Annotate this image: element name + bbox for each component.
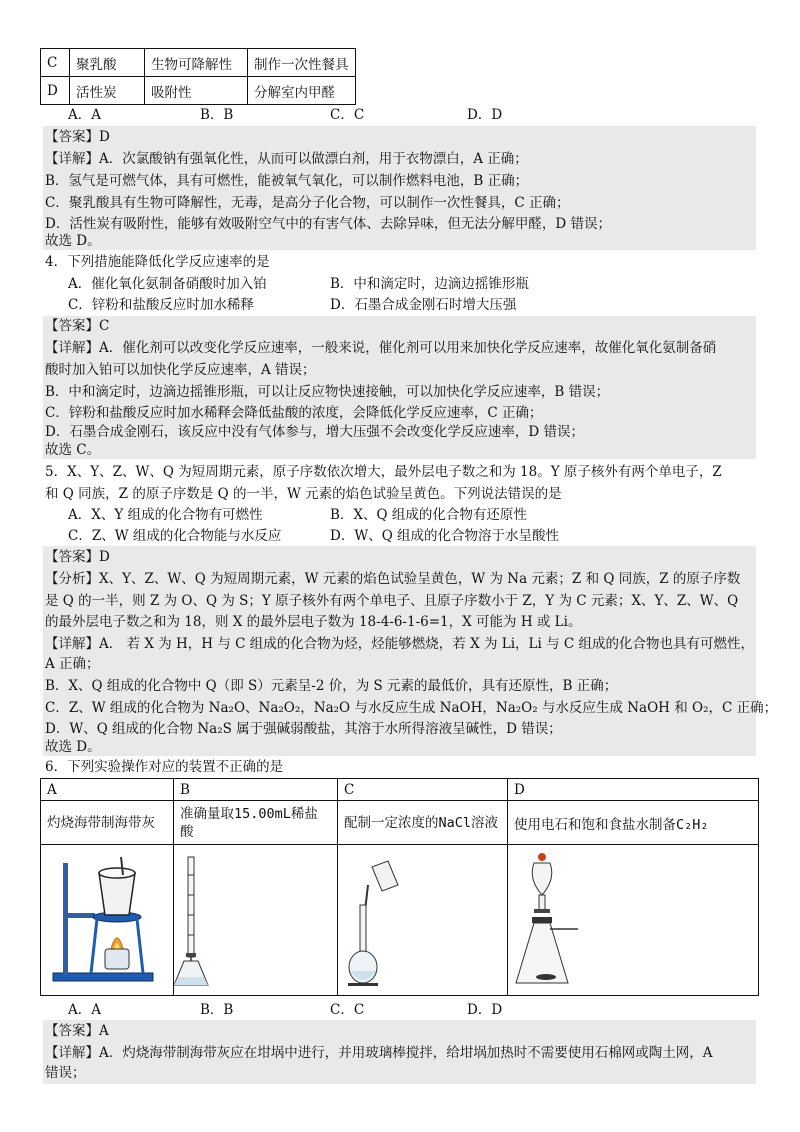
q6-cell-c: 配制一定浓度的NaCl溶液	[338, 801, 508, 845]
q6-option-a: A．A	[68, 1002, 101, 1018]
burette-flask-apparatus-icon	[174, 845, 324, 991]
q6-option-b: B．B	[200, 1002, 234, 1018]
crucible-burner-apparatus-icon	[41, 845, 169, 991]
q3-options-table	[40, 48, 356, 105]
q5-detail-line: D．W、Q 组成的化合物 Na₂S 属于强碱弱酸盐，其溶于水所得溶液呈碱性，D 错误；	[45, 721, 562, 737]
q6-header-a: A	[41, 779, 174, 801]
q4-option-a: A．催化氧化氨制备硝酸时加入铂	[68, 276, 267, 292]
q5-stem-line: 和 Q 同族，Z 的原子序数是 Q 的一半，W 元素的焰色试验呈黄色。下列说法错误的是	[45, 486, 562, 502]
q4-answer: 【答案】C	[45, 318, 110, 334]
q3-detail-line: C．聚乳酸具有生物可降解性，无毒，是高分子化合物，可以制作一次性餐具，C 正确；	[45, 195, 570, 211]
q6-header-b: B	[174, 779, 338, 801]
q4-stem: 4．下列措施能降低化学反应速率的是	[45, 254, 270, 270]
q6-header-c: C	[338, 779, 508, 801]
q4-detail-line: B．中和滴定时，边滴边摇锥形瓶，可以让反应物快速接触，可以加快化学反应速率，B 错误；	[45, 384, 610, 400]
q4-detail-line: 酸时加入铂可以加快化学反应速率，A 错误；	[45, 362, 316, 378]
q6-option-d: D．D	[467, 1002, 503, 1018]
q5-option-a: A．X、Y 组成的化合物有可燃性	[68, 507, 263, 523]
q5-answer: 【答案】D	[45, 549, 110, 565]
q5-option-b: B．X、Q 组成的化合物有还原性	[330, 507, 527, 523]
q3-option-d: D．D	[467, 107, 503, 123]
q3-detail-line: 故选 D。	[45, 233, 101, 249]
q5-detail-line: 故选 D。	[45, 739, 101, 755]
q6-image-c	[338, 845, 508, 996]
table-cell: 生物可降解性	[145, 49, 248, 77]
q3-detail-line: B．氢气是可燃气体，具有可燃性，能被氧气氧化，可以制作燃料电池，B 正确；	[45, 173, 529, 189]
q4-detail-line: D．石墨合成金刚石，该反应中没有气体参与，增大压强不会改变化学反应速率，D 错误；	[45, 424, 584, 440]
table-cell: C	[41, 49, 70, 77]
volumetric-flask-apparatus-icon	[338, 845, 494, 991]
table-cell: 制作一次性餐具	[248, 49, 356, 77]
q5-detail-line: 【详解】A． 若 X 为 H，H 与 C 组成的化合物为烃，烃能够燃烧，若 X 为 Li，Li 与 C 组成的化合物也具有可燃性，	[45, 636, 755, 652]
q6-detail-line: 错误；	[45, 1065, 86, 1081]
q3-option-a: A．A	[68, 107, 101, 123]
q4-detail-line: 故选 C。	[45, 442, 101, 458]
q6-image-b	[174, 845, 338, 996]
q6-stem: 6．下列实验操作对应的装置不正确的是	[45, 759, 284, 775]
q5-stem-line: 5．X、Y、Z、W、Q 为短周期元素，原子序数依次增大，最外层电子数之和为 18。Y 原子核外有两个单电子，Z	[45, 464, 722, 480]
q6-cell-a: 灼烧海带制海带灰	[41, 801, 174, 845]
q5-analysis-line: 的最外层电子数之和为 18，则 X 的最外层电子数为 18-4-6-1-6=1，X 可能为 H 或 Li。	[45, 614, 582, 630]
q5-detail-line: C．Z、W 组成的化合物为 Na₂O、Na₂O₂，Na₂O 与水反应生成 NaOH，Na₂O₂ 与水反应生成 NaOH 和 O₂，C 正确；	[45, 700, 778, 716]
q4-detail-line: 【详解】A．催化剂可以改变化学反应速率，一般来说，催化剂可以用来加快化学反应速率，故催化氧化氨制备硝	[45, 340, 717, 356]
q5-analysis-line: 是 Q 的一半，则 Z 为 O、Q 为 S；Y 原子核外有两个单电子、且原子序数小于 Z，Y 为 C 元素；X、Y、Z、W、Q	[45, 593, 739, 609]
q6-image-a	[41, 845, 174, 996]
q4-option-c: C．锌粉和盐酸反应时加水稀释	[68, 297, 254, 313]
q4-option-b: B．中和滴定时，边滴边摇锥形瓶	[330, 276, 529, 292]
q6-cell-b: 准确量取15.00mL稀盐酸	[174, 801, 338, 845]
q5-detail-line: B．X、Q 组成的化合物中 Q（即 S）元素呈-2 价，为 S 元素的最低价，具有还原性，B 正确；	[45, 678, 618, 694]
q6-apparatus-table	[40, 778, 759, 996]
table-cell: D	[41, 77, 70, 105]
q6-answer: 【答案】A	[45, 1023, 109, 1039]
q4-detail-line: C．锌粉和盐酸反应时加水稀释会降低盐酸的浓度，会降低化学反应速率，C 正确；	[45, 405, 543, 421]
table-cell: 聚乳酸	[70, 49, 145, 77]
funnel-flask-apparatus-icon	[508, 845, 708, 991]
q6-cell-d: 使用电石和饱和食盐水制备C₂H₂	[508, 801, 759, 845]
table-cell: 分解室内甲醛	[248, 77, 356, 105]
q6-image-d	[508, 845, 759, 996]
q5-analysis-line: 【分析】X、Y、Z、W、Q 为短周期元素，W 元素的焰色试验呈黄色，W 为 Na 元素；Z 和 Q 同族，Z 的原子序数	[45, 571, 741, 587]
q6-detail-line: 【详解】A．灼烧海带制海带灰应在坩埚中进行，并用玻璃棒搅拌，给坩埚加热时不需要使用石棉网或陶土网，A	[45, 1045, 713, 1061]
q3-option-c: C．C	[330, 107, 365, 123]
q3-answer: 【答案】D	[45, 129, 110, 145]
q3-detail-line: D．活性炭有吸附性，能够有效吸附空气中的有害气体、去除异味，但无法分解甲醛，D 错误；	[45, 216, 611, 232]
table-cell: 活性炭	[70, 77, 145, 105]
q5-option-c: C．Z、W 组成的化合物能与水反应	[68, 528, 282, 544]
q4-option-d: D．石墨合成金刚石时增大压强	[330, 297, 517, 313]
table-cell: 吸附性	[145, 77, 248, 105]
q6-header-d: D	[508, 779, 759, 801]
q5-option-d: D．W、Q 组成的化合物溶于水呈酸性	[330, 528, 560, 544]
q6-option-c: C．C	[330, 1002, 365, 1018]
q3-option-b: B．B	[200, 107, 234, 123]
q5-detail-line: A 正确；	[45, 656, 100, 672]
q3-detail-line: 【详解】A．次氯酸钠有强氧化性，从而可以做漂白剂，用于衣物漂白，A 正确；	[45, 151, 528, 167]
